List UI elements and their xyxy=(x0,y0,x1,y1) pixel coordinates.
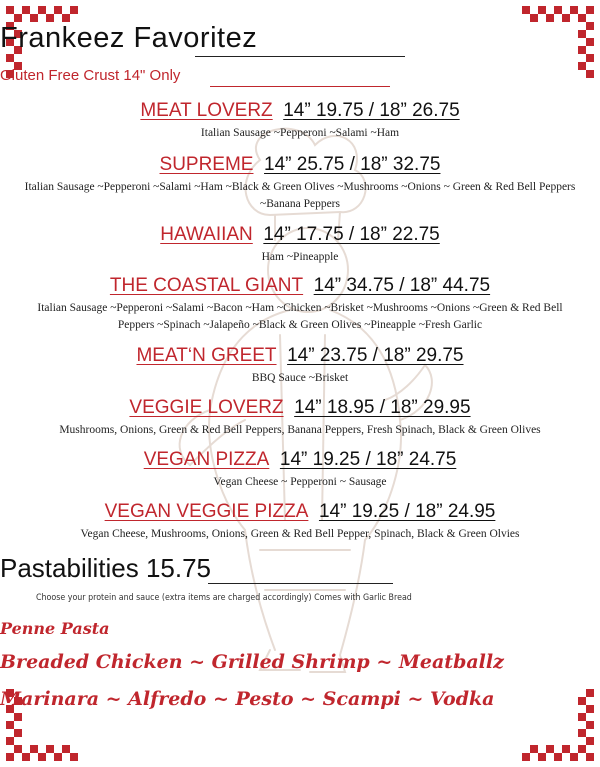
pizza-price: 14” 23.75 / 18” 29.75 xyxy=(287,345,464,366)
pizza-price: 14” 19.75 / 18” 26.75 xyxy=(283,100,460,121)
pizza-name: VEGGIE LOVERZ xyxy=(129,397,284,418)
pizza-description: Italian Sausage ~Pepperoni ~Salami ~Ham xyxy=(200,127,400,139)
check-square xyxy=(578,713,586,721)
check-square xyxy=(38,6,46,14)
pizza-item xyxy=(20,449,580,491)
check-square xyxy=(6,54,14,62)
pizza-description: Vegan Cheese ~ Pepperoni ~ Sausage xyxy=(213,476,387,488)
check-square xyxy=(70,753,78,761)
pizza-price: 14” 34.75 / 18” 44.75 xyxy=(313,275,491,296)
check-square xyxy=(586,737,594,745)
check-square xyxy=(522,6,530,14)
pizza-price: 14” 19.25 / 18” 24.75 xyxy=(279,449,457,470)
check-square xyxy=(6,753,14,761)
pizza-item xyxy=(20,275,580,334)
pizza-item xyxy=(20,100,580,142)
check-square xyxy=(62,745,70,753)
pizza-name: THE COASTAL GIANT xyxy=(109,275,304,296)
check-square xyxy=(578,745,586,753)
pizza-name: VEGAN VEGGIE PIZZA xyxy=(104,501,309,522)
pizza-description: Italian Sausage ~Pepperoni ~Salami ~Bacon ~Ham ~Chicken ~Brisket ~Mushrooms ~Onions ~Green & Red Bell Peppers ~Spinach ~Jalapeño ~Black & Green Olives ~Pineapple ~Fresh Garlic xyxy=(37,302,563,331)
check-square xyxy=(14,745,22,753)
check-square xyxy=(14,14,22,22)
menu-subtitle: Gluten Free Crust 14" Only xyxy=(0,67,181,84)
check-square xyxy=(578,729,586,737)
pizza-price: 14” 17.75 / 18” 22.75 xyxy=(263,224,440,245)
pizza-name: HAWAIIAN xyxy=(160,224,253,245)
check-square xyxy=(530,745,538,753)
pizza-description: BBQ Sauce ~Brisket xyxy=(251,372,349,384)
check-square xyxy=(586,721,594,729)
pizza-price: 14” 19.25 / 18” 24.95 xyxy=(318,501,496,522)
pasta-proteins: Breaded Chicken ~ Grilled Shrimp ~ Meatballz xyxy=(0,651,504,673)
check-square xyxy=(30,745,38,753)
check-square xyxy=(22,6,30,14)
check-square xyxy=(14,713,22,721)
check-square xyxy=(14,729,22,737)
check-square xyxy=(54,753,62,761)
pizza-price: 14” 18.95 / 18” 29.95 xyxy=(294,397,471,418)
pizza-item xyxy=(20,501,580,543)
pizza-item xyxy=(20,345,580,387)
check-square xyxy=(6,6,14,14)
check-square xyxy=(554,753,562,761)
check-square xyxy=(546,745,554,753)
pasta-note: Choose your protein and sauce (extra items are charged accordingly) Comes with Garlic Bread xyxy=(36,593,412,603)
menu-title: Frankeez Favoritez xyxy=(0,22,258,54)
check-square xyxy=(538,6,546,14)
check-square xyxy=(38,753,46,761)
check-square xyxy=(62,14,70,22)
check-square xyxy=(522,753,530,761)
check-square xyxy=(586,753,594,761)
check-square xyxy=(54,6,62,14)
check-square xyxy=(562,14,570,22)
check-square xyxy=(570,753,578,761)
check-square xyxy=(586,54,594,62)
pizza-item xyxy=(20,154,580,213)
pasta-sauces: Marinara ~ Alfredo ~ Pesto ~ Scampi ~ Vodka xyxy=(0,688,495,710)
check-square xyxy=(546,14,554,22)
check-square xyxy=(30,14,38,22)
check-square xyxy=(578,14,586,22)
check-square xyxy=(570,6,578,14)
check-square xyxy=(6,721,14,729)
pizza-item xyxy=(20,397,580,439)
check-square xyxy=(562,745,570,753)
pizza-name: VEGAN PIZZA xyxy=(143,449,270,470)
pizza-price: 14” 25.75 / 18” 32.75 xyxy=(264,154,441,175)
pizza-description: Ham ~Pineapple xyxy=(261,251,339,263)
check-square xyxy=(46,14,54,22)
pizza-description: Vegan Cheese, Mushrooms, Onions, Green & Red Bell Pepper, Spinach, Black & Green Olvies xyxy=(80,528,520,540)
check-square xyxy=(22,753,30,761)
pizza-name: MEAT LOVERZ xyxy=(140,100,273,121)
check-square xyxy=(46,745,54,753)
check-square xyxy=(586,6,594,14)
pasta-type: Penne Pasta xyxy=(0,619,110,638)
pasta-title-underline xyxy=(208,583,393,584)
check-square xyxy=(554,6,562,14)
pizza-name: SUPREME xyxy=(159,154,254,175)
pasta-title: Pastabilities 15.75 xyxy=(0,553,212,583)
subtitle-underline xyxy=(210,86,390,87)
check-square xyxy=(70,6,78,14)
pizza-name: MEAT‘N GREET xyxy=(136,345,277,366)
check-square xyxy=(538,753,546,761)
check-square xyxy=(6,737,14,745)
pizza-description: Mushrooms, Onions, Green & Red Bell Peppers, Banana Peppers, Fresh Spinach, Black & Green Olives xyxy=(59,424,541,436)
title-underline xyxy=(195,56,405,57)
check-square xyxy=(530,14,538,22)
pizza-description: Italian Sausage ~Pepperoni ~Salami ~Ham ~Black & Green Olives ~Mushrooms ~Onions ~ Green & Red Bell Peppers ~Banana Peppers xyxy=(24,181,576,210)
pizza-item xyxy=(20,224,580,266)
